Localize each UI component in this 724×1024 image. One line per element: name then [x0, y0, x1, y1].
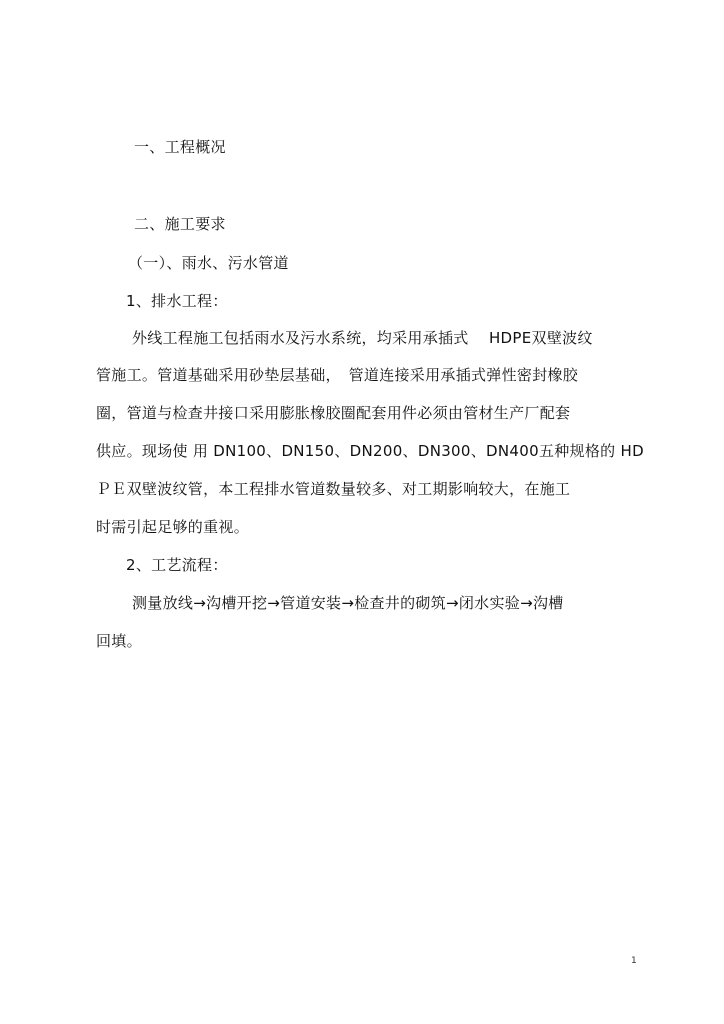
paragraph-line: ＰＥ双壁波纹管，本工程排水管道数量较多、对工期影响较大，在施工	[96, 480, 571, 498]
section-heading-construction-requirements: 二、施工要求	[134, 215, 226, 233]
paragraph-line: 时需引起足够的重视。	[96, 518, 250, 536]
paragraph-line: 外线工程施工包括雨水及污水系统，均采用承插式 HDPE双壁波纹	[132, 329, 593, 347]
item-title-drainage-works: 1、排水工程：	[126, 292, 228, 310]
section-heading-project-overview: 一、工程概况	[134, 138, 226, 156]
subsection-heading-rain-sewage-pipes: （一）、雨水、污水管道	[128, 254, 289, 272]
page-number: 1	[631, 956, 637, 966]
paragraph-line: 圈，管道与检查井接口采用膨胀橡胶圈配套用件必须由管材生产厂配套	[96, 404, 571, 422]
paragraph-line: 回填。	[96, 632, 142, 650]
paragraph-line: 管施工。管道基础采用砂垫层基础， 管道连接采用承插式弹性密封橡胶	[96, 366, 579, 384]
paragraph-line: 供应。现场使 用 DN100、DN150、DN200、DN300、DN400五种规格的 HD	[96, 442, 644, 460]
paragraph-line: 测量放线→沟槽开挖→管道安装→检查井的砌筑→闭水实验→沟槽	[132, 594, 564, 612]
item-title-process-flow: 2、工艺流程：	[126, 556, 228, 574]
